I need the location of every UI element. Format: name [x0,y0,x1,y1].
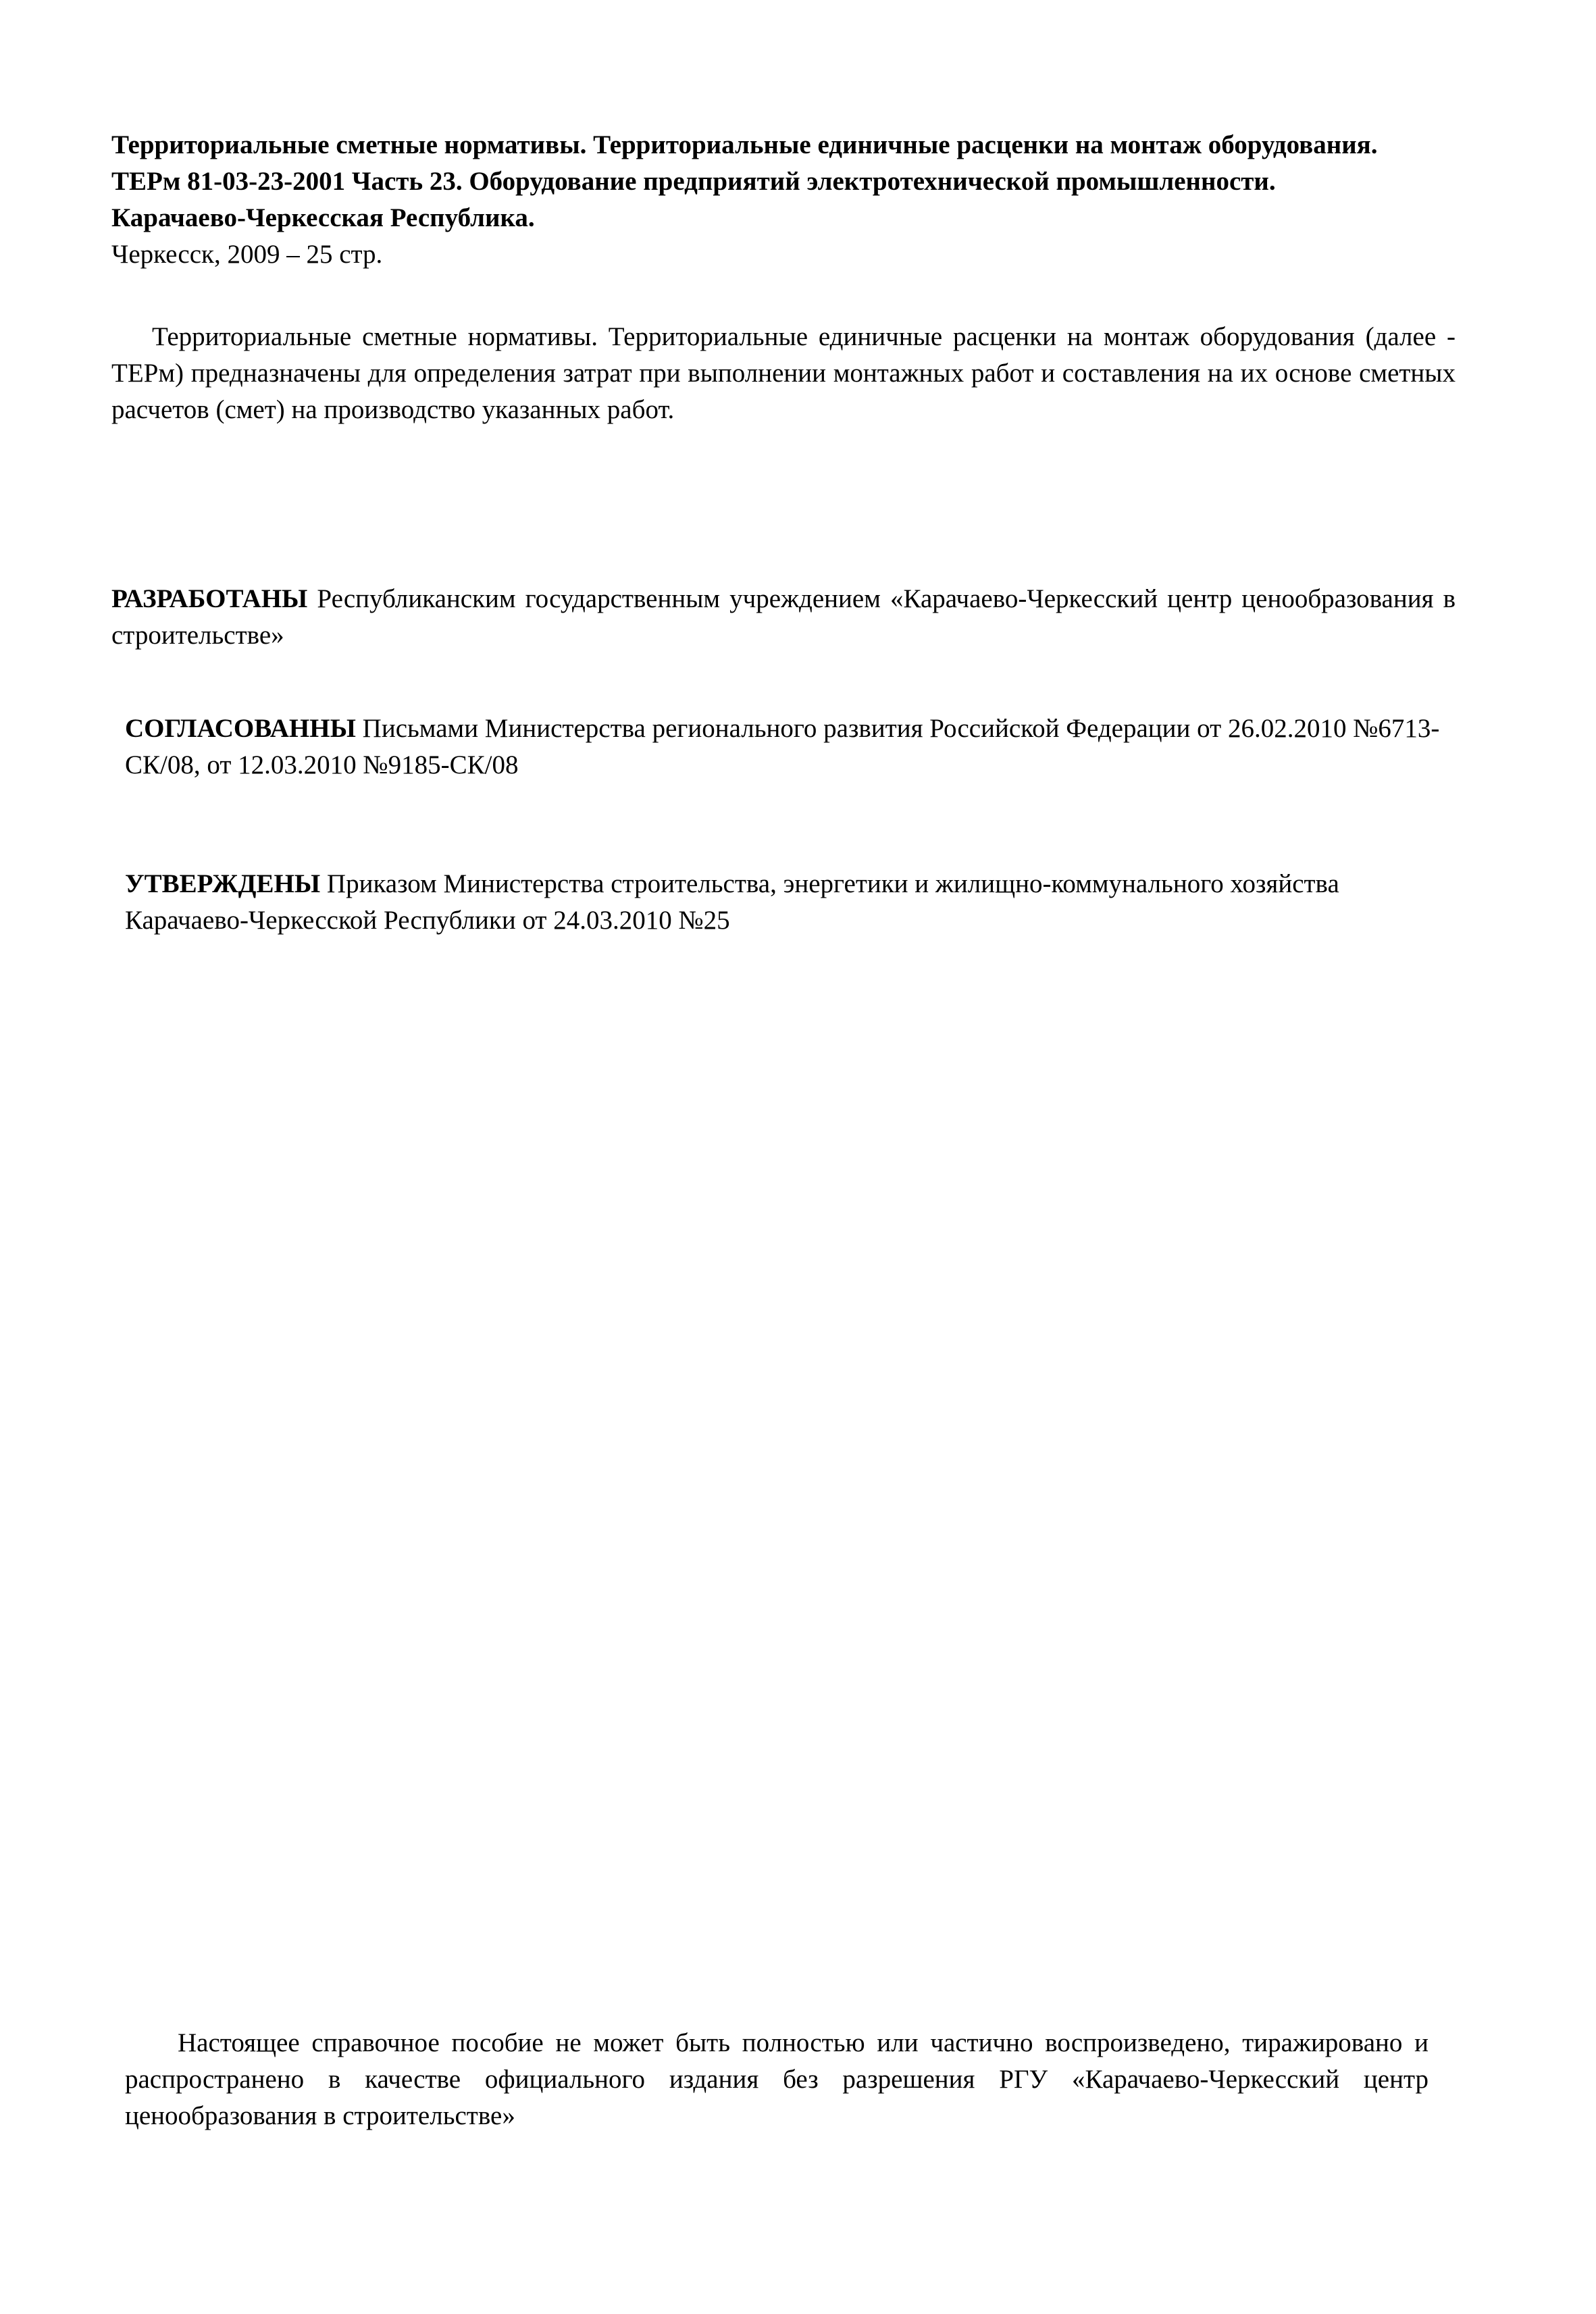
intro-text: Территориальные сметные нормативы. Территориальные единичные расценки на монтаж оборудования (далее - ТЕРм) предназначены для определения затрат при выполнении монтажных работ и составления на их основе сметных расчетов (смет) на производство указанных работ. [111,322,1456,424]
approved-section [125,866,1442,939]
agreed-text: Письмами Министерства регионального развития Российской Федерации от 26.02.2010 №6713-СК/08, от 12.03.2010 №9185-СК/08 [125,714,1440,779]
header-region: Карачаево-Черкесская Республика. [111,203,535,232]
header-code: ТЕРм 81-03-23-2001 Часть 23. Оборудование предприятий электротехнической промышленности. [111,167,1276,196]
developed-by-section [111,581,1456,654]
header-imprint: Черкесск, 2009 – 25 стр. [111,240,383,269]
copyright-notice [125,2025,1428,2134]
approved-text: Приказом Министерства строительства, энергетики и жилищно-коммунального хозяйства Карачаево-Черкесской Республики от 24.03.2010 №25 [125,869,1339,935]
developed-label: РАЗРАБОТАНЫ [111,584,308,613]
agreed-label: СОГЛАСОВАННЫ [125,714,356,743]
document-header [111,127,1462,273]
agreed-section [125,711,1442,783]
header-title: Территориальные сметные нормативы. Территориальные единичные расценки на монтаж оборудования. [111,130,1378,159]
notice-text: Настоящее справочное пособие не может быть полностью или частично воспроизведено, тиражировано и распространено в качестве официального издания без разрешения РГУ «Карачаево-Черкесский центр ценообразования в строительстве» [125,2028,1428,2130]
approved-label: УТВЕРЖДЕНЫ [125,869,321,898]
intro-paragraph [111,319,1456,428]
developed-text: Республиканским государственным учреждением «Карачаево-Черкесский центр ценообразования в строительстве» [111,584,1456,650]
